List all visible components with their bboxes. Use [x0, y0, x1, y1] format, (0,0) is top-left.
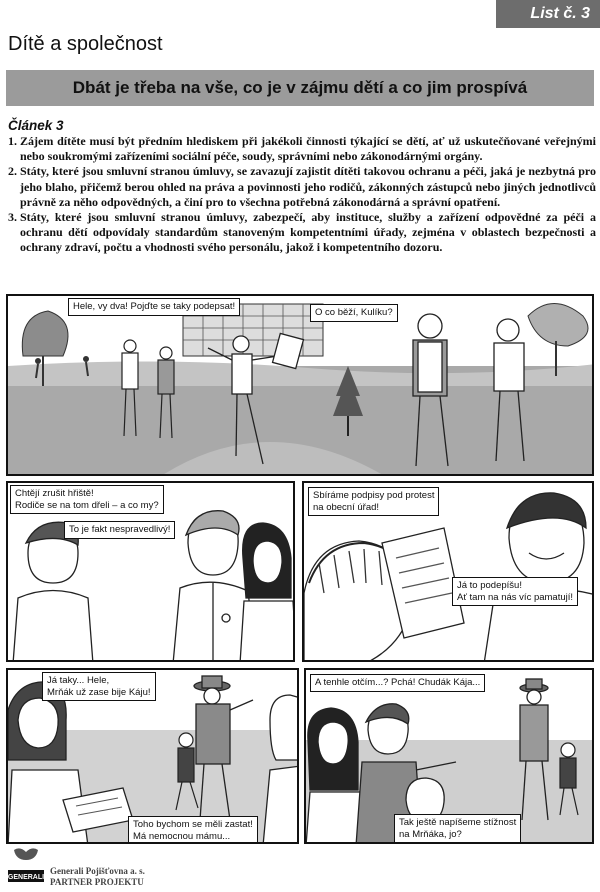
speech-text: Hele, vy dva! Pojďte se taky podepsat! — [73, 301, 236, 312]
comic-panel-5 — [304, 668, 594, 844]
article-item-text: Státy, které jsou smluvní stranou úmluvy, zabezpečí, aby instituce, služby a zařízení odpovědné za péči a ochranu dětí odpovídaly standardům stanoveným kompetentními úřady, zejména v oblastech bezpečnosti a ochrany zdraví, počtu a vhodnosti svého personálu, jakož i kompetentního dozoru. — [20, 210, 596, 255]
speech-text: na obecní úřad! — [313, 501, 380, 513]
footer-partner — [50, 866, 145, 887]
footer-company: Generali Pojišťovna a. s. — [50, 866, 145, 876]
page-title: Dítě a společnost — [8, 33, 163, 55]
article-item-number: 1. — [8, 134, 17, 148]
park-scene-illustration — [8, 296, 594, 476]
speech-text: Chtějí zrušit hřiště! — [15, 488, 94, 499]
speech-text: Já to podepíšu! — [457, 580, 522, 591]
speech-text: Ať tam na nás víc pamatují! — [457, 591, 574, 603]
speech-text: To je fakt nespravedlivý! — [69, 524, 171, 535]
speech-bubble — [68, 298, 240, 316]
speech-text: Mrňák už zase bije Káju! — [47, 686, 151, 698]
comic-panel-1 — [6, 294, 594, 476]
speech-bubble — [128, 816, 258, 844]
speech-text: Má nemocnou mámu... — [133, 830, 231, 842]
speech-bubble — [310, 304, 398, 322]
article-item-number: 2. — [8, 164, 17, 179]
speech-bubble — [64, 521, 175, 539]
article-item-number: 3. — [8, 210, 17, 225]
speech-bubble — [308, 487, 439, 516]
speech-bubble — [10, 485, 164, 514]
speech-text: Sbíráme podpisy pod protest — [313, 490, 435, 501]
speech-bubble — [42, 672, 156, 701]
article-item-text: Státy, které jsou smluvní stranou úmluvy, se zavazují zajistit dítěti takovou ochranu a péči, jaká je nezbytná pro jeho blaho, přičemž berou ohled na práva a povinnosti jeho rodičů, zákonných zástupců nebo jiných jednotlivců právně za něho odpovědných, a činí pro to všechna potřebná zákonodárná a správní opatření. — [20, 164, 596, 209]
speech-text: Tak ještě napíšeme stížnost — [399, 817, 517, 828]
speech-text: O co běží, Kulíku? — [315, 307, 393, 318]
comic-panel-2 — [6, 481, 295, 662]
logo-text: GENERALI — [7, 874, 45, 881]
article-item-text: Zájem dítěte musí být předním hlediskem při jakékoli činnosti týkající se dětí, ať už uskutečňované veřejnými nebo soukromými zařízeními sociální péče, soudy, správními nebo zákonodárnými orgány. — [20, 134, 596, 164]
article-item — [8, 134, 596, 164]
article-item — [8, 210, 596, 256]
footer-partner-label: PARTNER PROJEKTU — [50, 876, 144, 887]
comic-panel-3 — [302, 481, 594, 662]
comic-panel-4 — [6, 668, 299, 844]
article-item — [8, 164, 596, 210]
generali-logo — [6, 846, 46, 886]
speech-text: Já taky... Hele, — [47, 675, 110, 686]
speech-text: na Mrňáka, jo? — [399, 828, 462, 840]
article-list — [8, 134, 596, 256]
speech-bubble — [452, 577, 578, 606]
speech-bubble — [310, 674, 485, 692]
speech-bubble — [394, 814, 521, 843]
sheet-number-tag: List č. 3 — [496, 0, 600, 28]
article-heading: Článek 3 — [8, 118, 64, 133]
speech-text: Toho bychom se měli zastat! — [133, 819, 253, 830]
banner-heading: Dbát je třeba na vše, co je v zájmu dětí a co jim prospívá — [6, 70, 594, 106]
speech-text: Rodiče se na tom dřeli – a co my? — [15, 499, 159, 511]
speech-text: A tenhle otčím...? Pchá! Chudák Kája... — [315, 677, 481, 688]
